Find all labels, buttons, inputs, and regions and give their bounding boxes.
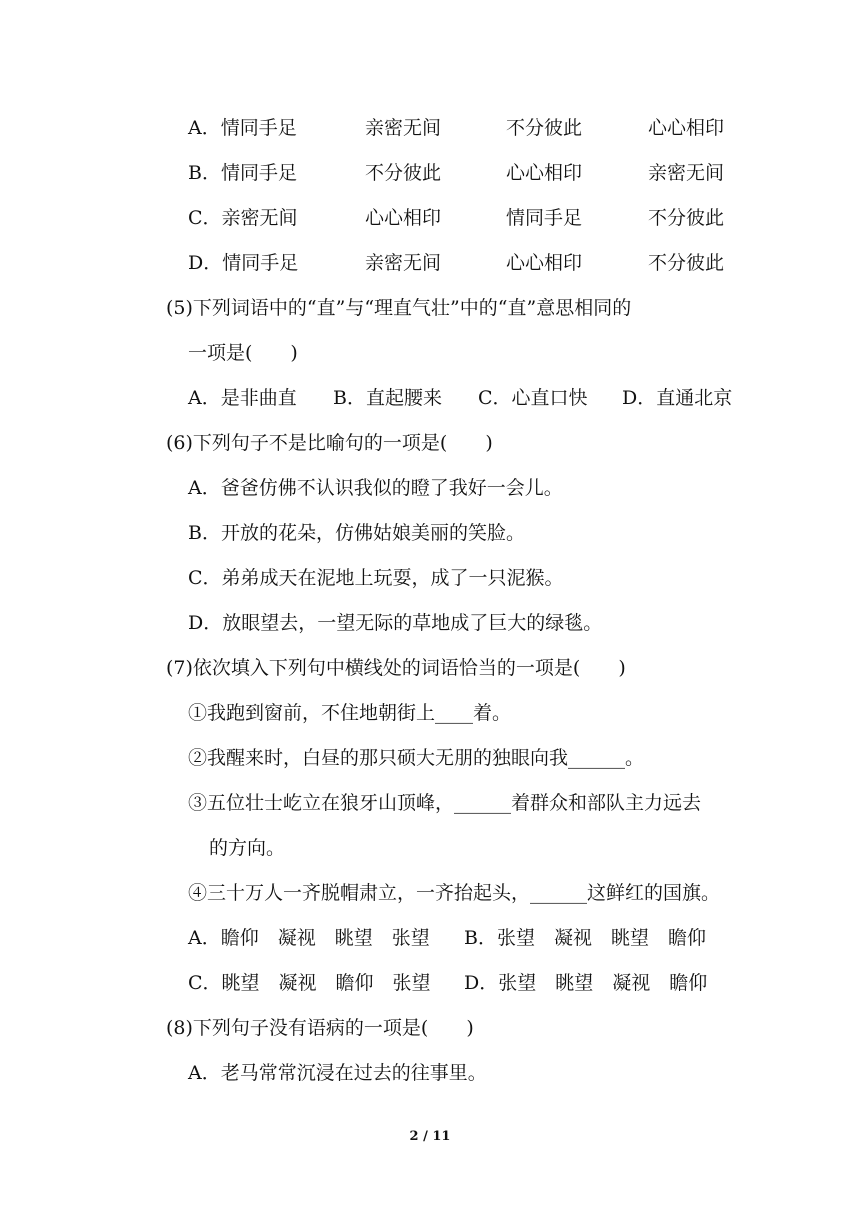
q5-stem-line1: (5)下列词语中的“直”与“理直气壮”中的“直”意思相同的 xyxy=(166,297,632,319)
q4-c-col4: 不分彼此 xyxy=(648,207,725,229)
q7-sentence-3-cont: 的方向。 xyxy=(209,837,286,859)
q4-d-col2: 亲密无间 xyxy=(365,252,442,274)
q4-a-col2: 亲密无间 xyxy=(365,117,442,139)
q4-b-col3: 心心相印 xyxy=(506,162,583,184)
q4-a-col4: 心心相印 xyxy=(648,117,725,139)
q5-option-b: B．直起腰来 xyxy=(333,387,442,409)
q4-b-col4: 亲密无间 xyxy=(648,162,725,184)
q7-option-b: B．张望 凝视 眺望 瞻仰 xyxy=(464,927,706,949)
q7-option-a: A．瞻仰 凝视 眺望 张望 xyxy=(188,927,430,949)
q4-d-col3: 心心相印 xyxy=(506,252,583,274)
q5-stem-line2: 一项是( ) xyxy=(188,342,298,364)
q7-option-d: D．张望 眺望 凝视 瞻仰 xyxy=(464,972,708,994)
q5-option-a: A．是非曲直 xyxy=(188,387,297,409)
q4-b-col2: 不分彼此 xyxy=(365,162,442,184)
q4-c-col1: C．亲密无间 xyxy=(188,207,298,229)
page-number: 2 / 11 xyxy=(409,1129,451,1144)
q6-option-c: C．弟弟成天在泥地上玩耍，成了一只泥猴。 xyxy=(188,567,564,589)
q4-d-col4: 不分彼此 xyxy=(648,252,725,274)
q6-option-b: B．开放的花朵，仿佛姑娘美丽的笑脸。 xyxy=(188,522,525,544)
q6-option-d: D．放眼望去，一望无际的草地成了巨大的绿毯。 xyxy=(188,612,603,634)
q6-stem: (6)下列句子不是比喻句的一项是( ) xyxy=(166,432,493,454)
q5-option-d: D．直通北京 xyxy=(622,387,733,409)
q4-c-col3: 情同手足 xyxy=(506,207,583,229)
q7-option-c: C．眺望 凝视 瞻仰 张望 xyxy=(188,972,431,994)
q4-a-col1: A．情同手足 xyxy=(188,117,297,139)
q8-option-a: A．老马常常沉浸在过去的往事里。 xyxy=(188,1062,487,1084)
q7-sentence-2: ②我醒来时，白昼的那只硕大无朋的独眼向我______。 xyxy=(188,747,645,769)
q5-option-c: C．心直口快 xyxy=(478,387,588,409)
q7-sentence-4: ④三十万人一齐脱帽肃立，一齐抬起头，______这鲜红的国旗。 xyxy=(188,882,721,904)
q7-sentence-1: ①我跑到窗前，不住地朝街上____着。 xyxy=(188,702,512,724)
q7-sentence-3: ③五位壮士屹立在狼牙山顶峰，______着群众和部队主力远去 xyxy=(188,792,702,814)
q8-stem: (8)下列句子没有语病的一项是( ) xyxy=(166,1017,474,1039)
q4-d-col1: D．情同手足 xyxy=(188,252,299,274)
q7-stem: (7)依次填入下列句中横线处的词语恰当的一项是( ) xyxy=(166,657,626,679)
q4-a-col3: 不分彼此 xyxy=(506,117,583,139)
q6-option-a: A．爸爸仿佛不认识我似的瞪了我好一会儿。 xyxy=(188,477,563,499)
q4-c-col2: 心心相印 xyxy=(365,207,442,229)
q4-b-col1: B．情同手足 xyxy=(188,162,297,184)
